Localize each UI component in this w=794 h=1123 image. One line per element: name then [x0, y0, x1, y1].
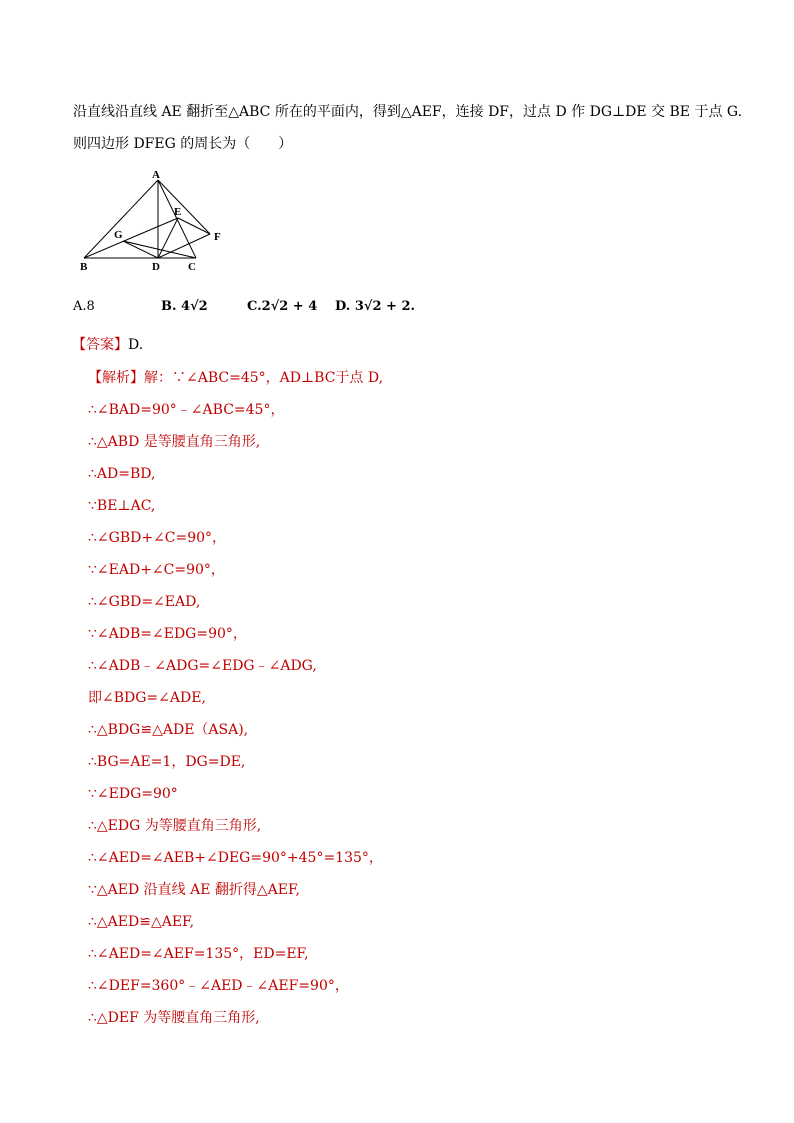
geometry-figure: [70, 160, 250, 280]
option-a: A.8: [73, 299, 95, 314]
analysis-step: ∴∠GBD=∠EAD,: [88, 594, 201, 610]
question-line-2: 则四边形 DFEG 的周长为（ ）: [73, 136, 293, 152]
option-d: [335, 299, 415, 314]
question-line-1: 沿直线沿直线 AE 翻折至△ABC 所在的平面内，得到△AEF，连接 DF，过点 D 作 DG⊥DE 交 BE 于点 G.: [73, 104, 743, 120]
option-d-text: D. 3√2 + 2: [335, 299, 411, 314]
segment-AF: [158, 180, 210, 234]
analysis-step: ∴BG=AE=1，DG=DE,: [88, 754, 246, 770]
option-b: B. 4√2: [161, 299, 208, 314]
analysis-step: ∵∠EDG=90°: [88, 786, 178, 802]
analysis-step: ∵BE⊥AC,: [88, 498, 156, 514]
analysis-step: ∴∠AED=∠AEB+∠DEG=90°+45°=135°，: [88, 850, 383, 866]
segment-DF: [158, 234, 210, 258]
analysis-step: ∴∠AED=∠AEF=135°，ED=EF,: [88, 946, 309, 962]
segment-DE: [158, 218, 178, 258]
segment-BE: [84, 218, 178, 258]
analysis-tag: 【解析】: [88, 370, 144, 386]
analysis-step: ∴△ABD 是等腰直角三角形,: [88, 434, 261, 450]
analysis-step: ∵△AED 沿直线 AE 翻折得△AEF,: [88, 882, 300, 898]
answer-value: D.: [128, 337, 144, 353]
label-D: D: [152, 261, 160, 273]
label-A: A: [152, 169, 160, 181]
option-d-end: .: [410, 299, 416, 314]
analysis-step: ∵∠EAD+∠C=90°，: [88, 562, 225, 578]
segment-DG: [123, 241, 158, 258]
analysis-step: ∴△AED≌△AEF,: [88, 914, 195, 930]
analysis-intro: 解：∵∠ABC=45°，AD⊥BC于点 D,: [144, 370, 384, 386]
analysis-step: ∴△EDG 为等腰直角三角形,: [88, 818, 262, 834]
label-G: G: [114, 229, 123, 241]
analysis-step: ∵∠ADB=∠EDG=90°，: [88, 626, 247, 642]
analysis-step: 即∠BDG=∠ADE,: [88, 690, 206, 706]
analysis-intro-line: [88, 369, 383, 387]
answer-line: [72, 336, 143, 354]
analysis-step: ∴△BDG≌△ADE（ASA),: [88, 722, 249, 738]
analysis-step: ∴∠ADB﹣∠ADG=∠EDG﹣∠ADG,: [88, 658, 317, 674]
label-E: E: [174, 206, 182, 218]
analysis-step: ∴∠GBD+∠C=90°，: [88, 530, 227, 546]
answer-tag: 【答案】: [72, 337, 128, 353]
analysis-step: ∴△DEF 为等腰直角三角形,: [88, 1010, 260, 1026]
analysis-step: ∴∠DEF=360°﹣∠AED﹣∠AEF=90°，: [88, 978, 349, 994]
label-C: C: [188, 261, 196, 273]
analysis-step: ∴AD=BD,: [88, 466, 156, 482]
analysis-step: ∴∠BAD=90°﹣∠ABC=45°，: [88, 402, 285, 418]
label-F: F: [214, 231, 221, 243]
option-c: C.2√2 + 4: [247, 299, 318, 314]
label-B: B: [80, 261, 88, 273]
